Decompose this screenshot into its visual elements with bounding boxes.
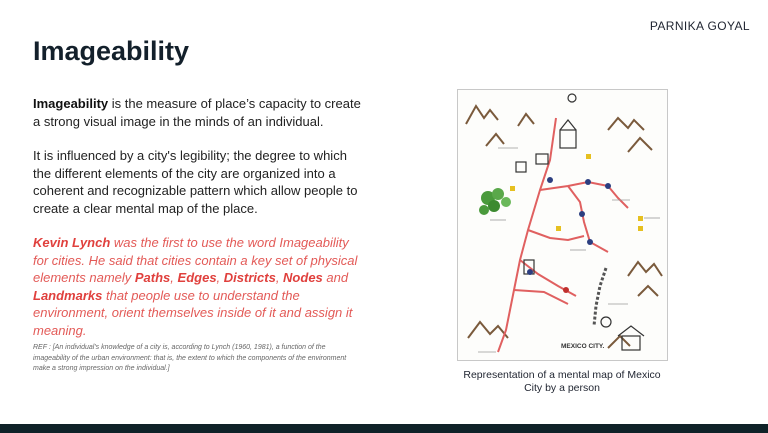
intro-paragraph [33,95,363,130]
author-name: PARNIKA GOYAL [649,19,750,33]
markers-icon [510,154,643,231]
map-label: MEXICO CITY. [561,343,605,350]
page-title: Imageability [33,36,190,66]
lynch-paragraph: Kevin Lynch was the first to use the word Imageability for cities. He said that cities contain a key set of physical elements namely Paths, Edges, Districts, Nodes and Landmarks that people use to understand the environment, orient themselves inside of it and assign it meaning. [33,235,358,338]
lynch-name: Kevin Lynch [33,235,111,250]
landmarks-icon [516,94,644,350]
paths-icon [498,118,628,352]
element-landmarks: Landmarks [33,287,103,303]
element-paths: Paths [134,270,171,285]
mountains-icon [466,106,662,348]
intro-term: Imageability [33,96,109,111]
footer-bar [0,424,768,433]
trees-icon [479,188,511,215]
mental-map-drawing [458,90,668,361]
reference-note: REF : [An individual's knowledge of a city is, according to Lynch (1960, 1981), a function of the imageability of the urban environment: that is, the extent to which the components of the environment make a strong impression on the individual.] [33,344,347,372]
annotations-icon [478,148,660,352]
body-text [33,95,363,392]
element-nodes: Nodes [283,270,323,285]
mental-map-image [457,89,668,361]
element-edges: Edges [177,270,217,285]
legibility-paragraph: It is influenced by a city's legibility; the degree to which the different elements of the city are organized into a coherent and recognizable pattern which allow people to create a clear mental map of the place. [33,148,358,216]
intro-text: is the measure of place’s capacity to create a strong visual image in the minds of an individual. [33,96,361,129]
figure-caption: Representation of a mental map of Mexico City by a person [463,369,661,394]
element-districts: Districts [223,270,276,285]
